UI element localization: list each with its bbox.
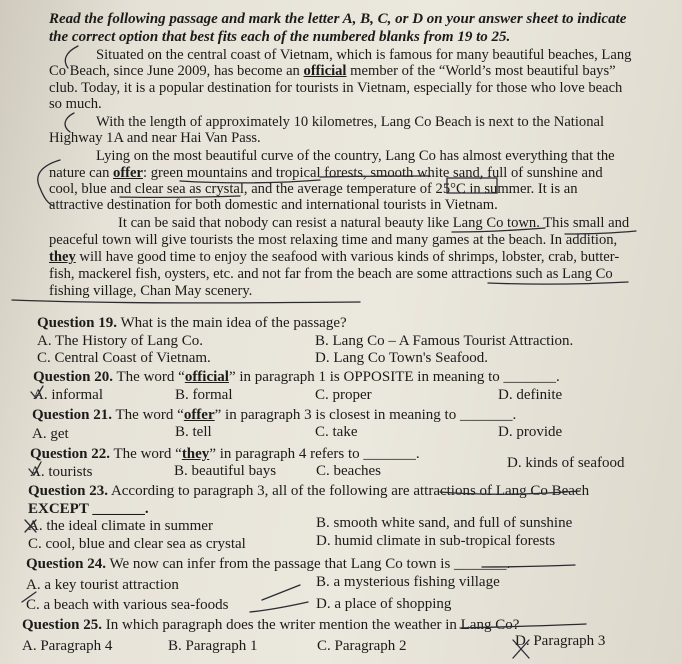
separator-scribble [12,300,360,303]
q19-option-d[interactable]: D. Lang Co Town's Seafood. [315,350,489,366]
q22-option-b[interactable]: B. beautiful bays [174,463,277,479]
q22-option-d[interactable]: D. kinds of seafood [507,455,625,471]
question-19: Question 19. What is the main idea of the passage? [37,315,347,331]
passage-p4-line-5: fishing village, Chan May scenery. [49,283,253,299]
question-22: Question 22. The word “they” in paragraph 4 refers to _______. [30,446,420,462]
passage-p3-line-2: nature can offer: green mountains and tropical forests, smooth white sand, full of sunshine and [49,165,603,181]
question-23-continued: EXCEPT _______. [28,501,149,517]
q24-option-c[interactable]: C. a beach with various sea-foods [26,597,229,613]
passage-p3-line-4: attractive destination for both domestic and international tourists in Vietnam. [49,197,498,213]
arrow-q24-b [262,585,300,600]
passage-p1-line-1: Situated on the central coast of Vietnam, which is famous for many beautiful beaches, Lang [96,47,632,63]
q25-option-c[interactable]: C. Paragraph 2 [317,638,407,654]
q24-option-a[interactable]: A. a key tourist attraction [26,577,179,593]
passage-p1-line-4: so much. [49,96,102,112]
passage-p3-line-3: cool, blue and clear sea as crystal, and the average temperature of 25°C in summer. It is an [49,181,578,197]
q20-option-c[interactable]: C. proper [315,387,372,403]
passage-p2-line-1: With the length of approximately 10 kilometres, Lang Co Beach is next to the National [96,114,605,130]
q22-option-c[interactable]: C. beaches [316,463,381,479]
q21-option-c[interactable]: C. take [315,424,358,440]
word-official: official [303,63,347,79]
passage-p3-line-1: Lying on the most beautiful curve of the country, Lang Co has almost everything that the [96,148,615,164]
q25-option-d[interactable]: D. Paragraph 3 [515,633,606,649]
q25-option-a[interactable]: A. Paragraph 4 [22,638,113,654]
question-23: Question 23. According to paragraph 3, all of the following are attractions of Lang Co Beach [28,483,590,499]
q23-option-b[interactable]: B. smooth white sand, and full of sunshine [316,515,573,531]
arrow-q24-c [250,602,308,612]
q21-option-d[interactable]: D. provide [498,424,563,440]
question-20: Question 20. The word “official” in paragraph 1 is OPPOSITE in meaning to _______. [33,369,560,385]
passage-p1-line-2: Co Beach, since June 2009, has become an official member of the “World’s most beautiful bays” [49,63,616,79]
q22-option-a[interactable]: A. tourists [30,464,93,480]
q20-option-d[interactable]: D. definite [498,387,563,403]
underline-attractions [488,282,628,284]
q25-option-b[interactable]: B. Paragraph 1 [168,638,258,654]
q19-option-b[interactable]: B. Lang Co – A Famous Tourist Attraction. [315,333,574,349]
q19-option-c[interactable]: C. Central Coast of Vietnam. [37,350,211,366]
question-21: Question 21. The word “offer” in paragraph 3 is closest in meaning to _______. [32,407,517,423]
instruction-line-2: the correct option that best fits each of the numbered blanks from 19 to 25. [49,29,511,45]
q21-option-a[interactable]: A. get [32,426,69,442]
q23-option-c[interactable]: C. cool, blue and clear sea as crystal [28,536,246,552]
passage-p1-line-3: club. Today, it is a popular destination for tourists in Vietnam, especially for those who love beach [49,80,623,96]
q23-option-d[interactable]: D. humid climate in sub-tropical forests [316,533,556,549]
passage-p4-line-3: they will have good time to enjoy the seafood with various kinds of shrimps, lobster, crab, butter- [49,249,620,265]
q24-option-b[interactable]: B. a mysterious fishing village [316,574,500,590]
q20-option-a[interactable]: A. informal [33,387,103,403]
word-they: they [49,249,76,265]
question-25: Question 25. In which paragraph does the writer mention the weather in Lang Co? [22,617,520,633]
passage-p4-line-2: peaceful town will give tourists the most relaxing time and many games at the beach. In addition, [49,232,618,248]
q19-option-a[interactable]: A. The History of Lang Co. [37,333,203,349]
question-24: Question 24. We now can infer from the passage that Lang Co town is _______. [26,556,511,572]
word-offer: offer [113,165,143,181]
passage-p4-line-4: fish, mackerel fish, oysters, etc. and not far from the beach are some attractions such as Lang Co [49,266,613,282]
q24-option-d[interactable]: D. a place of shopping [316,596,452,612]
passage-p2-line-2: Highway 1A and near Hai Van Pass. [49,130,261,146]
q21-option-b[interactable]: B. tell [175,424,212,440]
passage-p4-line-1: It can be said that nobody can resist a natural beauty like Lang Co town. This small and [118,215,630,231]
q23-option-a[interactable]: A. the ideal climate in summer [28,518,213,534]
q20-option-b[interactable]: B. formal [175,387,233,403]
instruction-line-1: Read the following passage and mark the letter A, B, C, or D on your answer sheet to indicate [49,11,627,27]
